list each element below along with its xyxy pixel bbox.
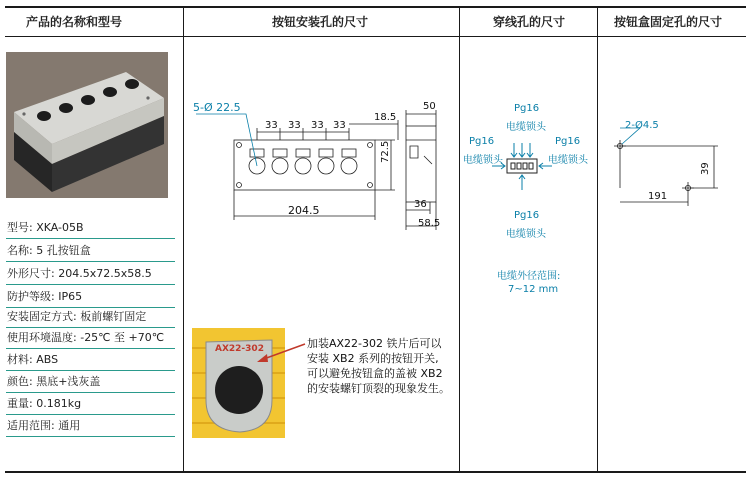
column-divider-2 (459, 8, 460, 471)
cable-left-sub: 电缆锁头 (463, 155, 503, 166)
plate-note: 加装AX22-302 铁片后可以 安装 XB2 系列的按钮开关, 可以避免按钮盒的盖被 XB2 的安装螺钉顶裂的现象发生。 (307, 337, 450, 395)
column-divider-3 (597, 8, 598, 471)
button-holes (249, 149, 357, 174)
cable-top-sub: 电缆锁头 (506, 122, 546, 133)
offset-dim: 18.5 (374, 112, 397, 123)
corner-screw-icon (368, 183, 373, 188)
header-cable-holes: 穿线孔的尺寸 (493, 15, 566, 29)
corner-screw-icon (237, 183, 242, 188)
cable-left-label: Pg16 (469, 136, 495, 147)
note-arrow (255, 340, 307, 364)
spec-weight: 重量: 0.181kg (6, 394, 175, 415)
cable-range-value: 7~12 mm (508, 284, 559, 295)
cable-right-label: Pg16 (555, 136, 581, 147)
pitch-dim-3: 33 (311, 120, 324, 131)
spec-name: 名称: 5 孔按钮盒 (6, 241, 175, 262)
pitch-dim-1: 33 (265, 120, 278, 131)
side-depth-dim: 58.5 (418, 218, 441, 229)
side-top-dim: 50 (423, 101, 436, 112)
fixing-hole-label: 2-Ø4.5 (625, 120, 659, 131)
corner-screw-icon (237, 143, 242, 148)
spec-protection: 防护等级: IP65 (6, 287, 175, 308)
pitch-dim-2: 33 (288, 120, 301, 131)
mounting-hole-label: 5-Ø 22.5 (193, 101, 241, 114)
header-fixing-holes: 按钮盒固定孔的尺寸 (614, 15, 723, 29)
spec-temperature: 使用环境温度: -25℃ 至 +70℃ (6, 328, 175, 349)
header-rule (5, 36, 746, 37)
spec-scope: 适用范围: 通用 (6, 416, 175, 437)
corner-screw-icon (368, 143, 373, 148)
cable-bottom-sub: 电缆锁头 (506, 229, 546, 240)
height-dim: 72.5 (380, 140, 391, 163)
spec-color: 颜色: 黑底+浅灰盖 (6, 372, 175, 393)
product-photo (6, 52, 168, 198)
front-view-outline (234, 140, 375, 190)
cable-range-title: 电缆外径范围: (497, 271, 561, 282)
spec-model: 型号: XKA-05B (6, 218, 175, 239)
header-product: 产品的名称和型号 (26, 15, 123, 29)
fixing-horizontal-dim: 191 (648, 191, 668, 202)
fixing-vertical-dim: 39 (700, 162, 711, 175)
bottom-rule (5, 471, 746, 473)
header-mounting-holes: 按钮安装孔的尺寸 (272, 15, 369, 29)
width-dim: 204.5 (288, 204, 320, 217)
spec-material: 材料: ABS (6, 350, 175, 371)
cable-right-sub: 电缆锁头 (548, 155, 588, 166)
plate-hole (215, 366, 263, 414)
plate-stamp: AX22-302 (215, 344, 264, 354)
column-divider-1 (183, 8, 184, 471)
cable-top-label: Pg16 (514, 103, 540, 114)
cable-bottom-label: Pg16 (514, 210, 540, 221)
spec-mounting: 安装固定方式: 板前螺钉固定 (6, 307, 175, 328)
side-inner-dim: 36 (414, 199, 427, 210)
mounting-hole-drawing (186, 96, 456, 242)
pitch-dim-4: 33 (333, 120, 346, 131)
spec-dimensions: 外形尺寸: 204.5x72.5x58.5 (6, 264, 175, 285)
fixing-hole-drawing (600, 118, 740, 210)
